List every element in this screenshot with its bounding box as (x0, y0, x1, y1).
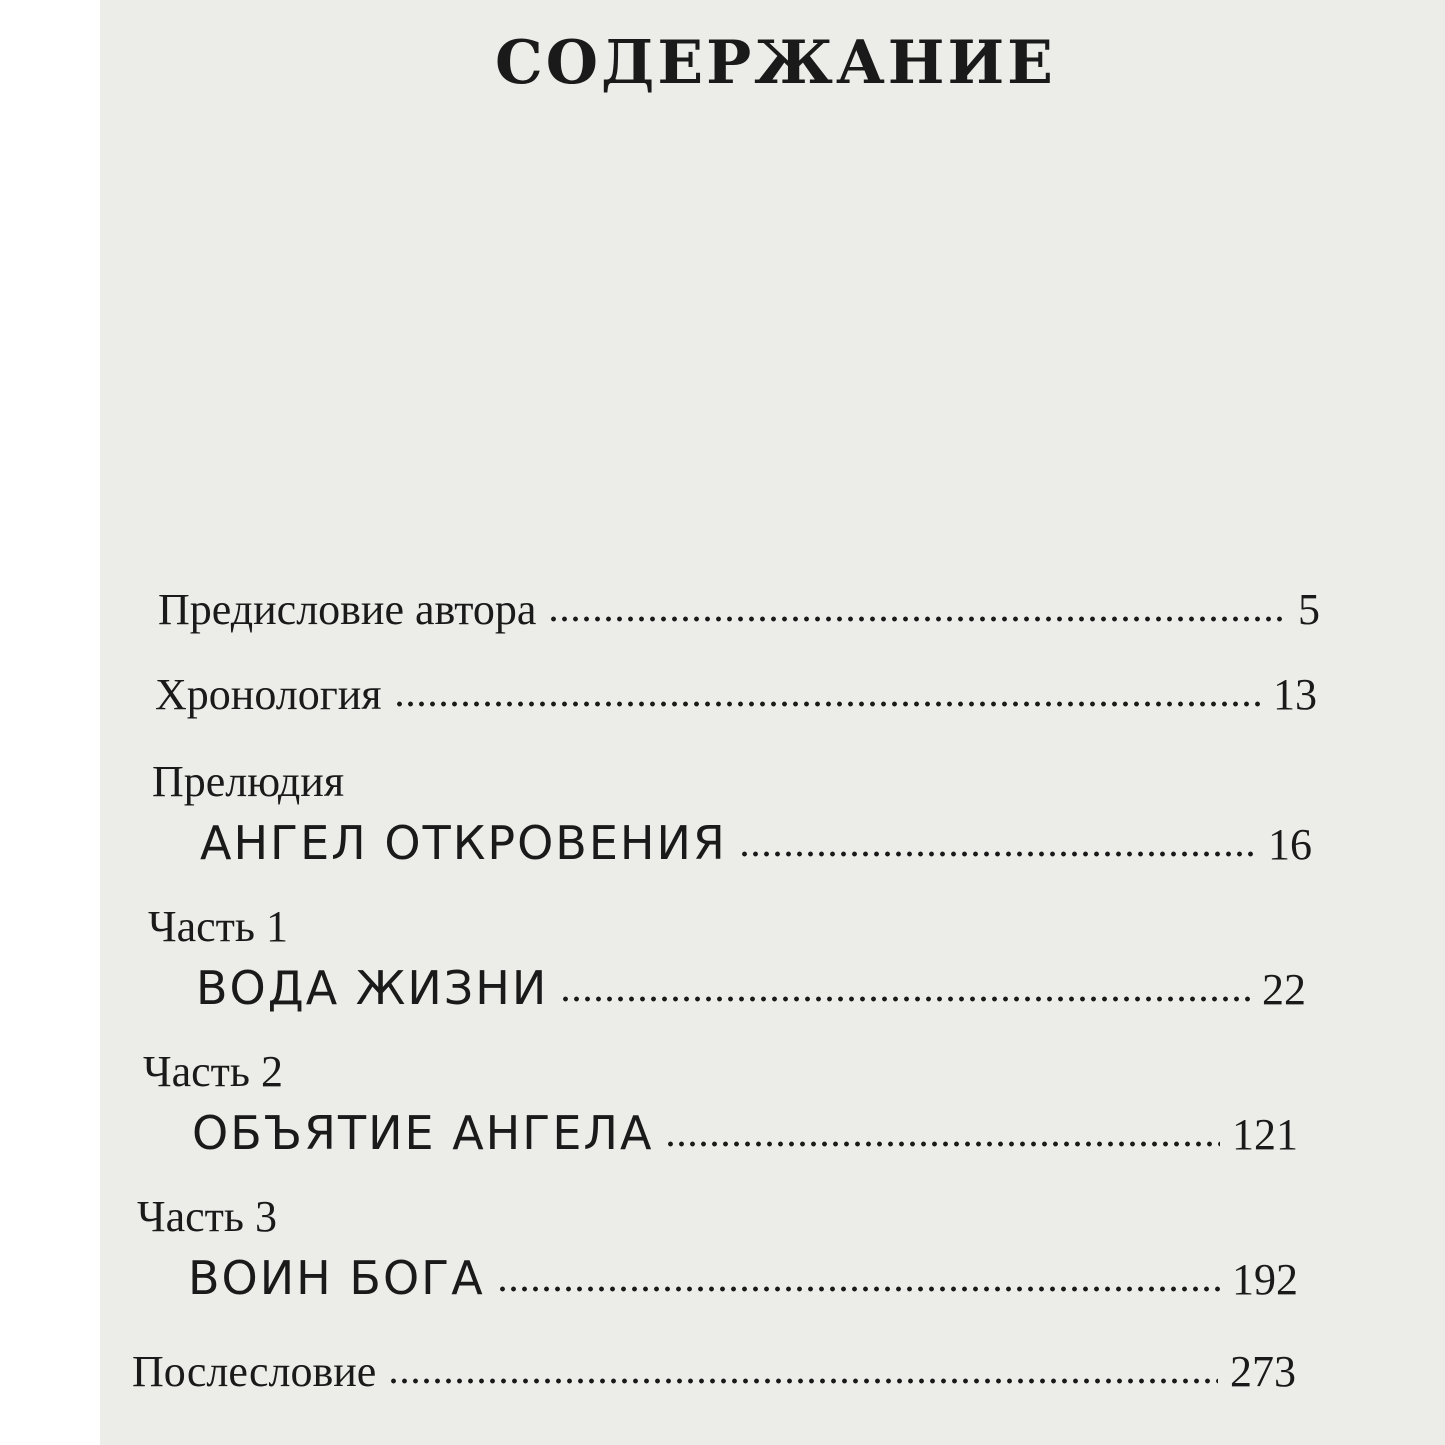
book-page (100, 0, 1445, 1445)
toc-page-number: 273 (1230, 1347, 1296, 1396)
toc-page-number: 22 (1262, 965, 1306, 1014)
toc-section-label: Часть 3 (137, 1192, 277, 1241)
leader-dots (388, 1378, 1218, 1384)
toc-entry-text: Предисловие автора (158, 585, 537, 634)
toc-entry-text: АНГЕЛ ОТКРОВЕНИЯ (200, 816, 727, 870)
toc-page-number: 16 (1268, 820, 1312, 869)
toc-page-number: 192 (1232, 1255, 1298, 1304)
leader-dots (560, 996, 1250, 1002)
toc-entry-text: ОБЪЯТИЕ АНГЕЛА (192, 1106, 654, 1160)
toc-entry-text: ВОИН БОГА (188, 1251, 485, 1305)
leader-dots (394, 701, 1261, 707)
toc-entry-prelude (200, 816, 1312, 870)
toc-entry-part-2 (192, 1106, 1298, 1160)
toc-entry-text: Послесловие (132, 1347, 377, 1396)
toc-section-label: Часть 2 (143, 1047, 283, 1096)
toc-entry-part-3 (188, 1251, 1298, 1305)
toc-entry-chronology (155, 670, 1317, 719)
toc-page-number: 13 (1273, 670, 1317, 719)
toc-entry-preface (158, 585, 1320, 634)
toc-entry-part-1 (196, 961, 1306, 1015)
toc-page-number: 5 (1298, 585, 1320, 634)
toc-entry-text: Хронология (155, 670, 382, 719)
toc-section-label: Часть 1 (148, 902, 288, 951)
leader-dots (739, 851, 1256, 857)
toc-page-number: 121 (1232, 1110, 1298, 1159)
leader-dots (665, 1141, 1220, 1147)
toc-entry-afterword (132, 1347, 1296, 1396)
toc-entry-text: ВОДА ЖИЗНИ (196, 961, 549, 1015)
leader-dots (497, 1286, 1220, 1292)
toc-section-label: Прелюдия (152, 757, 345, 806)
page-title: СОДЕРЖАНИЕ (495, 28, 1056, 98)
leader-dots (548, 616, 1286, 622)
